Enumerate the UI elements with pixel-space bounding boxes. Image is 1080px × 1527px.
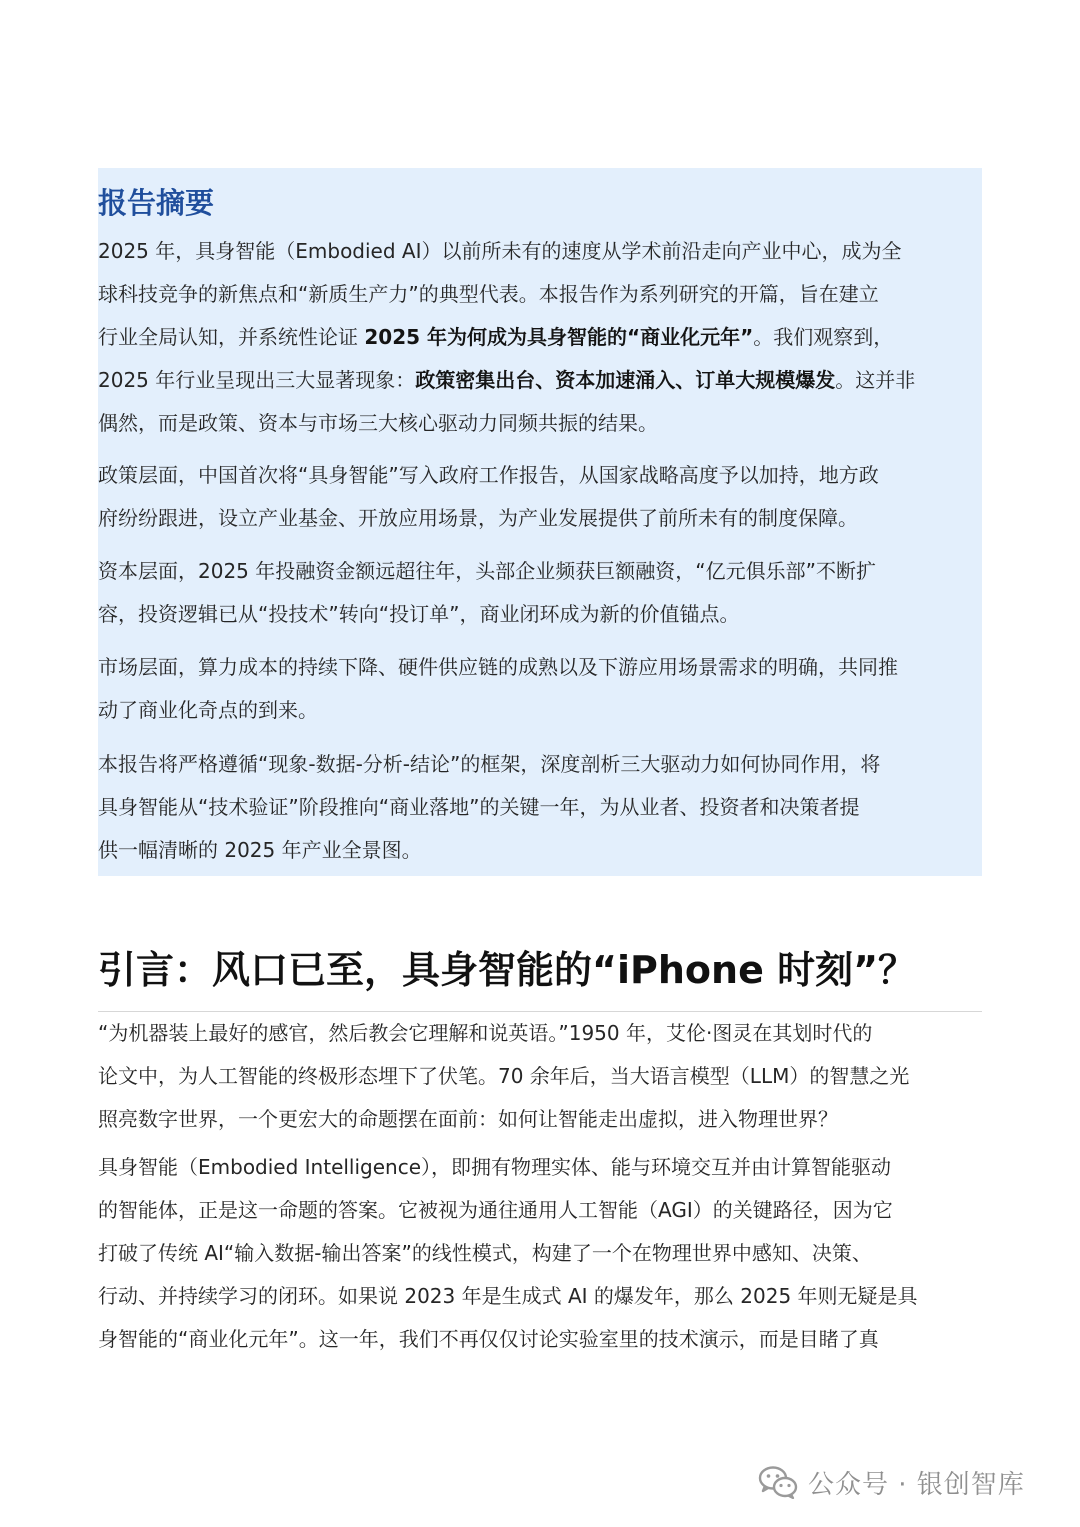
watermark <box>758 1462 1025 1502</box>
intro-text: 行动、并持续学习的闭环。如果说 2023 年是生成式 AI 的爆发年，那么 2025 年则无疑是具 <box>98 1284 918 1308</box>
summary-line <box>98 236 902 266</box>
intro-line <box>98 1152 891 1182</box>
intro-text: 打破了传统 AI“输入数据-输出答案”的线性模式，构建了一个在物理世界中感知、决策、 <box>98 1241 872 1265</box>
intro-line <box>98 1061 909 1091</box>
summary-text: 偶然，而是政策、资本与市场三大核心驱动力同频共振的结果。 <box>98 411 658 435</box>
summary-emphasis: 2025 年为何成为具身智能的“商业化元年” <box>364 325 754 349</box>
intro-line <box>98 1018 872 1048</box>
summary-line <box>98 749 880 779</box>
summary-line <box>98 792 859 822</box>
intro-line <box>98 1281 918 1311</box>
summary-text: 。这并非 <box>835 368 916 392</box>
summary-text: 供一幅清晰的 2025 年产业全景图。 <box>98 838 422 862</box>
intro-text: 论文中，为人工智能的终极形态埋下了伏笔。70 余年后，当大语言模型（LLM）的智慧之光 <box>98 1064 910 1088</box>
summary-text: 行业全局认知，并系统性论证 <box>98 325 365 349</box>
summary-text: 府纷纷跟进，设立产业基金、开放应用场景，为产业发展提供了前所未有的制度保障。 <box>98 506 858 530</box>
summary-line <box>98 556 876 586</box>
intro-text: 具身智能（Embodied Intelligence），即拥有物理实体、能与环境交互并由计算智能驱动 <box>98 1155 892 1179</box>
summary-line <box>98 460 879 490</box>
summary-text: 动了商业化奇点的到来。 <box>98 698 318 722</box>
summary-line <box>98 503 858 533</box>
wechat-icon <box>758 1465 798 1499</box>
intro-line <box>98 1195 893 1225</box>
summary-line <box>98 599 739 629</box>
summary-text: 2025 年，具身智能（Embodied AI）以前所未有的速度从学术前沿走向产业中心，成为全 <box>98 239 902 263</box>
summary-line <box>98 408 658 438</box>
intro-line <box>98 1104 838 1134</box>
summary-text: 本报告将严格遵循“现象-数据-分析-结论”的框架，深度剖析三大驱动力如何协同作用，将 <box>98 752 881 776</box>
summary-emphasis: 政策密集出台、资本加速涌入、订单大规模爆发 <box>415 368 836 392</box>
summary-line <box>98 365 915 395</box>
watermark-text: 公众号 · 银创智库 <box>808 1469 1025 1500</box>
heading-divider <box>98 1011 982 1012</box>
intro-text: 照亮数字世界，一个更宏大的命题摆在面前：如何让智能走出虚拟，进入物理世界？ <box>98 1107 838 1131</box>
summary-line <box>98 695 318 725</box>
intro-heading: 引言：风口已至，具身智能的“iPhone 时刻”？ <box>98 948 917 992</box>
summary-text: 。我们观察到， <box>753 325 894 349</box>
intro-text: 的智能体，正是这一命题的答案。它被视为通往通用人工智能（AGI）的关键路径，因为它 <box>98 1198 893 1222</box>
summary-text: 资本层面，2025 年投融资金额远超往年，头部企业频获巨额融资，“亿元俱乐部”不断扩 <box>98 559 876 583</box>
summary-text: 政策层面，中国首次将“具身智能”写入政府工作报告，从国家战略高度予以加持，地方政 <box>98 463 879 487</box>
summary-text: 市场层面，算力成本的持续下降、硬件供应链的成熟以及下游应用场景需求的明确，共同推 <box>98 655 898 679</box>
summary-text: 容，投资逻辑已从“投技术”转向“投订单”，商业闭环成为新的价值锚点。 <box>98 602 740 626</box>
intro-line <box>98 1324 879 1354</box>
intro-text: 身智能的“商业化元年”。这一年，我们不再仅仅讨论实验室里的技术演示，而是目睹了真 <box>98 1327 879 1351</box>
summary-text: 2025 年行业呈现出三大显著现象： <box>98 368 416 392</box>
summary-heading: 报告摘要 <box>98 186 215 220</box>
summary-text: 具身智能从“技术验证”阶段推向“商业落地”的关键一年，为从业者、投资者和决策者提 <box>98 795 860 819</box>
summary-line <box>98 279 879 309</box>
intro-text: “为机器装上最好的感官，然后教会它理解和说英语。”1950 年，艾伦·图灵在其划时代的 <box>98 1021 873 1045</box>
summary-line <box>98 322 893 352</box>
intro-line <box>98 1238 872 1268</box>
summary-line <box>98 652 898 682</box>
summary-text: 球科技竞争的新焦点和“新质生产力”的典型代表。本报告作为系列研究的开篇，旨在建立 <box>98 282 879 306</box>
summary-line <box>98 835 422 865</box>
